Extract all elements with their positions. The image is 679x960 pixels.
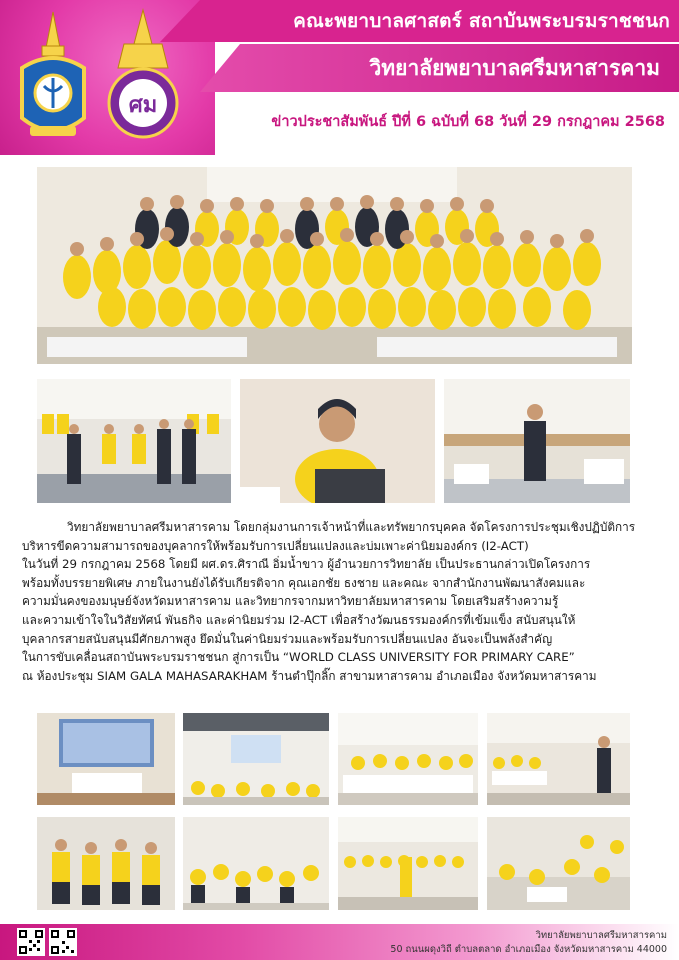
article-line: ความมั่นคงของมนุษย์จังหวัดมหาสารคาม และวิทยากรจากมหาวิทยาลัยมหาสารคาม โดยเสริมสร้างความรู้: [22, 594, 559, 609]
event-photo-speaker: [240, 379, 435, 503]
article-line: ในการขับเคลื่อนสถาบันพระบรมราชชนก สู่การเป็น “WORLD CLASS UNIVERSITY FOR PRIMARY CARE”: [22, 650, 575, 665]
event-photo-slide: [37, 713, 175, 805]
event-photo-activity: [37, 817, 175, 910]
college-title: วิทยาลัยพยาบาลศรีมหาสารคาม: [369, 56, 660, 80]
group-photo-scene: [37, 167, 632, 364]
issue-line: ข่าวประชาสัมพันธ์ ปีที่ 6 ฉบับที่ 68 วันที่ 29 กรกฎาคม 2568: [271, 114, 665, 130]
footer-college-name: วิทยาลัยพยาบาลศรีมหาสารคาม: [535, 930, 667, 941]
event-photo-lecturer: [444, 379, 630, 503]
svg-text:ศม: ศม: [128, 93, 158, 118]
qr-code-icon[interactable]: [17, 928, 45, 956]
event-photo-tables: [338, 713, 478, 805]
article-line: พร้อมทั้งบรรยายพิเศษ ภายในงานยังได้รับเกียรติจาก คุณเอกชัย ธงชาย และคณะ จากสำนักงานพัฒนาสังคมและ: [22, 575, 586, 590]
event-photo-exercise: [183, 817, 329, 910]
news-article-body: [22, 518, 662, 685]
event-photo-line: [338, 817, 478, 910]
article-line: ในวันที่ 29 กรกฎาคม 2568 โดยมี ผศ.ดร.ศิราณี อิ่มน้ำขาว ผู้อำนวยการวิทยาลัย เป็นประธานกล่าวเปิดโครงการ: [22, 557, 591, 572]
royal-emblem-logo: [14, 8, 92, 148]
qr-code-icon[interactable]: [49, 928, 77, 956]
college-crest-logo: [104, 8, 182, 148]
event-photo-floor: [487, 817, 630, 910]
group-photo: [37, 167, 632, 364]
article-line: วิทยาลัยพยาบาลศรีมหาสารคาม โดยกลุ่มงานการเจ้าหน้าที่และทรัพยากรบุคคล จัดโครงการประชุมเชิงปฏิบัติการ: [67, 520, 636, 534]
event-photo-welcome: [37, 379, 231, 503]
event-photo-hall: [183, 713, 329, 805]
article-line: และความเข้าใจในวิสัยทัศน์ พันธกิจ และค่านิยมร่วม I2-ACT เพื่อสร้างวัฒนธรรมองค์กรที่เข้มแข็ง สนับสนุนให้: [22, 612, 576, 627]
article-line: ณ ห้องประชุม SIAM GALA MAHASARAKHAM ร้านตำปุ๊กลิ๊ก สาขามหาสารคาม อำเภอเมือง จังหวัดมหาสารคาม: [22, 668, 597, 683]
article-line: บริหารขีดความสามารถของบุคลากรให้พร้อมรับการเปลี่ยนแปลงและบ่มเพาะค่านิยมองค์กร (I2-ACT): [22, 538, 529, 553]
footer-address: 50 ถนนผดุงวิถี ตำบลตลาด อำเภอเมือง จังหวัดมหาสารคาม 44000: [390, 944, 667, 955]
article-line: บุคลากรสายสนับสนุนมีศักยภาพสูง ยึดมั่นในค่านิยมร่วมและพร้อมรับการเปลี่ยนแปลง อันจะเป็นพลังสำคัญ: [22, 631, 553, 646]
header: [0, 0, 679, 155]
event-photo-presenter: [487, 713, 630, 805]
faculty-title: คณะพยาบาลศาสตร์ สถาบันพระบรมราชชนก: [293, 10, 670, 32]
